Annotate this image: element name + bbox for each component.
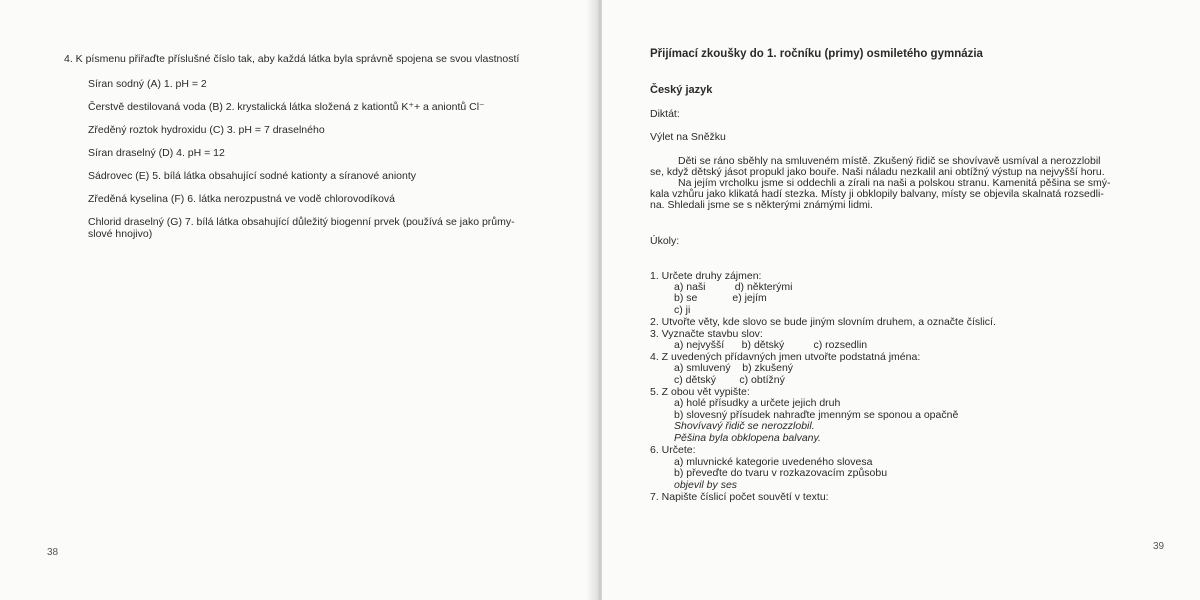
task-line: 5. Z obou vět vypište: [650,386,750,398]
list-item: slové hnojivo) [88,228,153,240]
task-line: objevil by ses [674,479,738,491]
task-line: a) naši d) některými [674,281,793,293]
list-item: Zředěná kyselina (F) 6. látka nerozpustná ve vodě chlorovodíková [88,193,395,205]
task-line: a) mluvnické kategorie uvedeného slovesa [674,456,873,468]
paragraph-line: na. Shledali jsme se s některými známými lidmi. [650,199,873,211]
dictation-title: Výlet na Sněžku [650,131,726,143]
list-item: Sádrovec (E) 5. bílá látka obsahující sodné kationty a síranové anionty [88,170,417,182]
task-line: c) dětský c) obtížný [674,374,785,386]
task-line: 3. Vyznačte stavbu slov: [650,328,763,340]
paragraph-line: Na jejím vrcholku jsme si oddechli a zírali na naši a polskou stranu. Kamenitá pěšina se smý- [678,177,1111,189]
left-page [0,0,598,600]
task-line: 6. Určete: [650,444,696,456]
task-line: Shovívavý řidič se nerozzlobil. [674,420,815,432]
paragraph-line: Děti se ráno sběhly na smluveném místě. Zkušený řidič se shovívavě usmíval a nerozzlobil [678,155,1101,167]
dictation-label: Diktát: [650,108,680,120]
page-number: 38 [47,547,59,558]
page-number: 39 [1153,541,1165,552]
list-item: Chlorid draselný (G) 7. bílá látka obsahující důležitý biogenní prvek (používá se jako průmy- [88,216,515,228]
task-line: a) nejvyšší b) dětský c) rozsedlin [674,339,868,351]
tasks-label: Úkoly: [650,235,680,247]
task-line: c) ji [674,304,691,316]
task-heading: 4. K písmenu přiřaďte příslušné číslo tak, aby každá látka byla správně spojena se svou vlastností [64,53,520,65]
task-line: 1. Určete druhy zájmen: [650,270,762,282]
task-line: 4. Z uvedených přídavných jmen utvořte podstatná jména: [650,351,921,363]
task-line: 7. Napište číslicí počet souvětí v textu: [650,491,829,503]
task-line: 2. Utvořte věty, kde slovo se bude jiným slovním druhem, a označte číslicí. [650,316,996,328]
page-title: Přijímací zkoušky do 1. ročníku (primy) osmiletého gymnázia [650,48,983,60]
list-item: Zředěný roztok hydroxidu (C) 3. pH = 7 draselného [88,124,325,136]
task-line: a) smluvený b) zkušený [674,362,794,374]
task-line: b) se e) jejím [674,292,767,304]
list-item: Čerstvě destilovaná voda (B) 2. krystalická látka složená z kationtů K⁺+ a aniontů Cl⁻ [88,101,485,113]
paragraph-line: kala vzhůru jako klikatá hadí stezka. Místy ji obklopily balvany, místy se objevila skalnatá rozsedli- [650,188,1104,200]
right-page [602,0,1200,600]
paragraph-line: se, když dětský jásot propukl jako bouře. Naši náladu nezkalil ani obtížný výstup na nejvyšší horu. [650,166,1105,178]
list-item: Síran sodný (A) 1. pH = 2 [88,78,207,90]
subject-heading: Český jazyk [650,84,713,96]
task-line: b) převeďte do tvaru v rozkazovacím způsobu [674,467,888,479]
task-line: a) holé přísudky a určete jejich druh [674,397,841,409]
task-line: b) slovesný přísudek nahraďte jmenným se sponou a opačně [674,409,959,421]
task-line: Pěšina byla obklopena balvany. [674,432,821,444]
list-item: Síran draselný (D) 4. pH = 12 [88,147,225,159]
